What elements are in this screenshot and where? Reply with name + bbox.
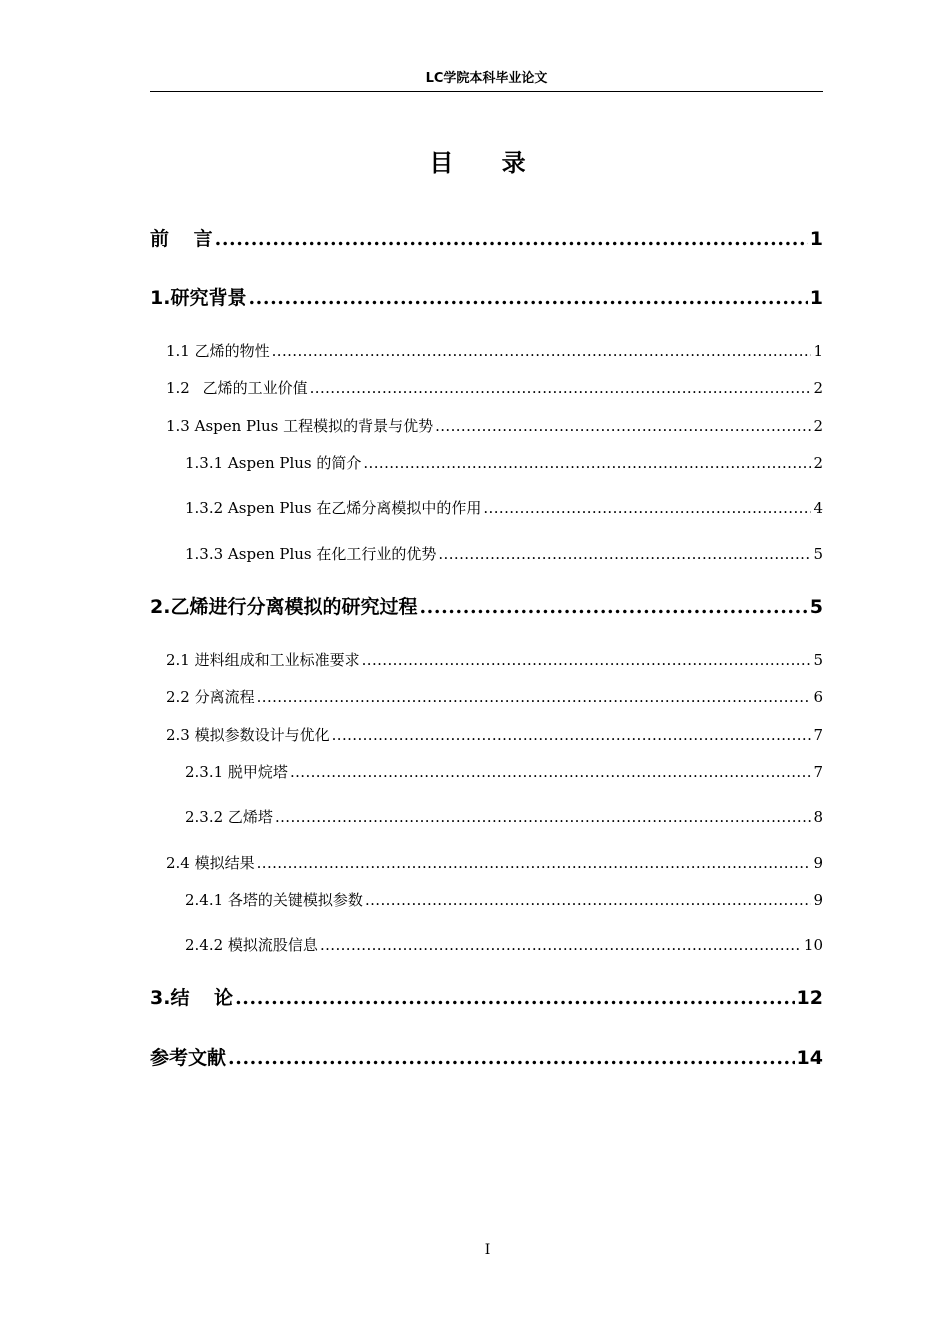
toc-entry-label: 1.1 乙烯的物性	[166, 342, 270, 360]
toc-entry-2-2[interactable]	[166, 686, 823, 708]
toc-entry-label: 2.3.2 乙烯塔	[185, 808, 273, 826]
dot-leader	[332, 724, 812, 746]
toc-entry-2-3[interactable]	[166, 724, 823, 746]
toc-entry-page: 2	[813, 454, 823, 472]
dot-leader	[365, 889, 812, 911]
toc-entry-label: 3.结 论	[150, 987, 234, 1009]
toc-entry-page: 6	[813, 688, 823, 706]
dot-leader	[320, 934, 802, 956]
toc-entry-label: 2.4 模拟结果	[166, 854, 255, 872]
toc-entry-page: 2	[813, 417, 823, 435]
dot-leader	[235, 985, 794, 1011]
dot-leader	[215, 226, 808, 252]
running-header: LC学院本科毕业论文	[425, 71, 548, 86]
toc-entry-2-3-2[interactable]	[185, 806, 823, 828]
toc-entry-page: 5	[813, 651, 823, 669]
toc-entry-page: 10	[803, 936, 823, 954]
toc-title: 目 录	[429, 149, 546, 177]
dot-leader	[228, 1045, 795, 1071]
toc-entry-page: 2	[813, 379, 823, 397]
toc-entry-1-3[interactable]	[166, 415, 823, 437]
toc-entry-ch2[interactable]	[150, 594, 823, 620]
page-number: I	[484, 1242, 491, 1258]
toc-entry-page: 5	[809, 596, 823, 618]
dot-leader	[272, 340, 812, 362]
toc-entry-label: 1.3 Aspen Plus 工程模拟的背景与优势	[166, 417, 434, 435]
toc-entry-preface[interactable]	[150, 226, 823, 252]
toc-entry-1-2[interactable]	[166, 377, 823, 399]
dot-leader	[257, 686, 812, 708]
toc-entry-ch1[interactable]	[150, 285, 823, 311]
toc-entry-page: 7	[813, 763, 823, 781]
dot-leader	[419, 594, 807, 620]
toc-entry-page: 1	[809, 287, 823, 309]
dot-leader	[483, 497, 811, 519]
toc-entry-2-4-1[interactable]	[185, 889, 823, 911]
toc-entry-2-1[interactable]	[166, 649, 823, 671]
toc-entry-label: 2.4.2 模拟流股信息	[185, 936, 318, 954]
toc-entry-page: 7	[813, 726, 823, 744]
toc-entry-references[interactable]	[150, 1045, 823, 1071]
toc-entry-page: 12	[796, 987, 823, 1009]
toc-entry-page: 14	[796, 1047, 823, 1069]
toc-entry-label: 参考文献	[150, 1047, 227, 1069]
toc-entry-1-3-2[interactable]	[185, 497, 823, 519]
dot-leader	[275, 806, 812, 828]
toc-entry-label: 2.1 进料组成和工业标准要求	[166, 651, 360, 669]
toc-entry-label: 1.3.3 Aspen Plus 在化工行业的优势	[185, 545, 437, 563]
dot-leader	[257, 852, 812, 874]
toc-entry-1-1[interactable]	[166, 340, 823, 362]
toc-entry-page: 1	[809, 228, 823, 250]
dot-leader	[438, 543, 811, 565]
toc-entry-label: 2.2 分离流程	[166, 688, 255, 706]
toc-entry-2-4-2[interactable]	[185, 934, 823, 956]
toc-entry-label: 2.4.1 各塔的关键模拟参数	[185, 891, 363, 909]
toc-entry-2-3-1[interactable]	[185, 761, 823, 783]
toc-entry-label: 1.研究背景	[150, 287, 247, 309]
toc-entry-2-4[interactable]	[166, 852, 823, 874]
header-rule	[150, 91, 823, 92]
toc-entry-1-3-1[interactable]	[185, 452, 823, 474]
toc-entry-page: 9	[813, 854, 823, 872]
dot-leader	[248, 285, 807, 311]
toc-entry-label: 2.乙烯进行分离模拟的研究过程	[150, 596, 418, 618]
toc-entry-1-3-3[interactable]	[185, 543, 823, 565]
toc-entry-page: 4	[813, 499, 823, 517]
dot-leader	[362, 649, 812, 671]
toc-entry-page: 8	[813, 808, 823, 826]
toc-entry-page: 5	[813, 545, 823, 563]
dot-leader	[363, 452, 811, 474]
toc-entry-label: 2.3.1 脱甲烷塔	[185, 763, 288, 781]
dot-leader	[435, 415, 811, 437]
toc-entry-page: 9	[813, 891, 823, 909]
toc-entry-label: 2.3 模拟参数设计与优化	[166, 726, 330, 744]
toc-entry-label: 1.3.2 Aspen Plus 在乙烯分离模拟中的作用	[185, 499, 482, 517]
toc-entry-page: 1	[813, 342, 823, 360]
toc-entry-label: 1.3.1 Aspen Plus 的简介	[185, 454, 362, 472]
toc-entry-label: 1.2 乙烯的工业价值	[166, 379, 308, 397]
toc-entry-label: 前 言	[150, 228, 213, 250]
toc-entry-ch3[interactable]	[150, 985, 823, 1011]
dot-leader	[310, 377, 812, 399]
dot-leader	[290, 761, 812, 783]
